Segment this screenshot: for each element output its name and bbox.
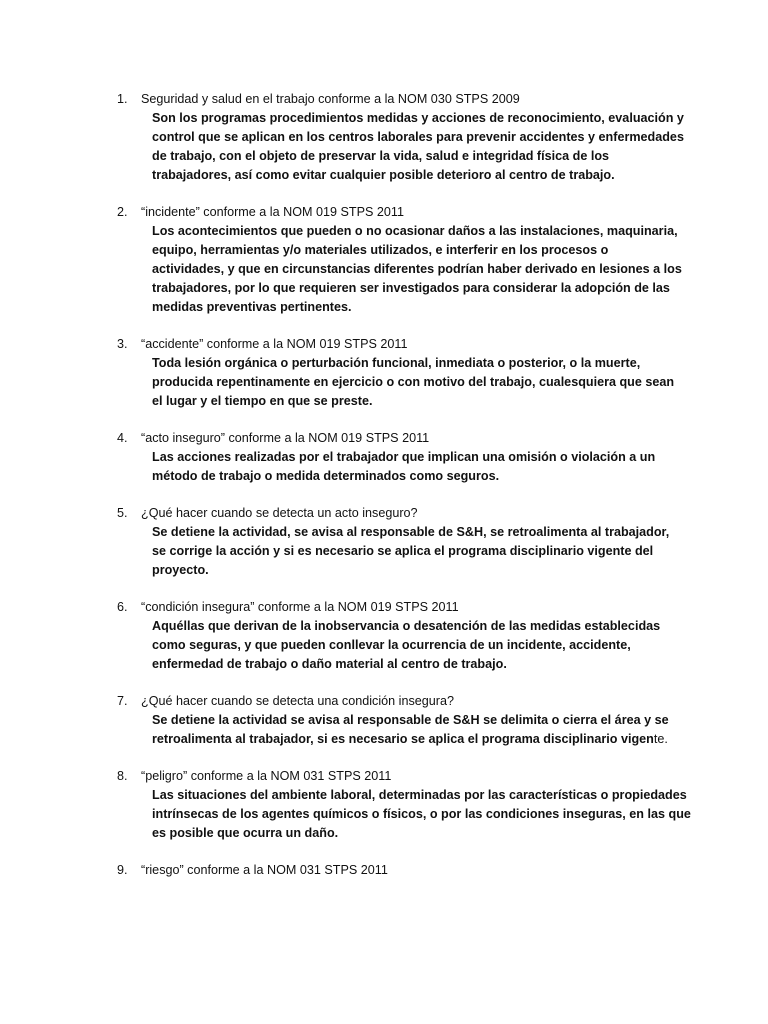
answer-line-text: es posible que ocurra un daño. bbox=[152, 826, 339, 840]
answer-line-text: Son los programas procedimientos medidas y acciones de reconocimiento, evaluación y bbox=[152, 111, 684, 125]
answer-line-text: Las acciones realizadas por el trabajador que implican una omisión o violación a un bbox=[152, 450, 656, 464]
answer-line bbox=[152, 241, 657, 260]
item-number: 3. bbox=[117, 337, 128, 351]
answer-line-text: método de trabajo o medida determinados como seguros. bbox=[152, 469, 500, 483]
answer-line-text: actividades, y que en circunstancias diferentes podrían haber derivado en lesiones a los bbox=[152, 262, 682, 276]
list-item bbox=[117, 429, 657, 486]
answer-line-text: retroalimenta al trabajador, si es necesario se aplica el programa disciplinario vigen bbox=[152, 732, 654, 746]
answer-line-text: Las situaciones del ambiente laboral, determinadas por las características o propiedades bbox=[152, 788, 687, 802]
answer-line-text: equipo, herramientas y/o materiales utilizados, e interferir en los procesos o bbox=[152, 243, 609, 257]
item-number: 5. bbox=[117, 506, 128, 520]
answer-line-text: proyecto. bbox=[152, 563, 209, 577]
list-item bbox=[117, 90, 684, 185]
answer-line-text: Los acontecimientos que pueden o no ocasionar daños a las instalaciones, maquinaria, bbox=[152, 224, 678, 238]
question-heading bbox=[117, 335, 657, 354]
answer-line-text: Aquéllas que derivan de la inobservancia o desatención de las medidas establecidas bbox=[152, 619, 661, 633]
answer-line bbox=[152, 147, 657, 166]
question-text: Seguridad y salud en el trabajo conforme a la NOM 030 STPS 2009 bbox=[141, 92, 520, 106]
question-heading bbox=[117, 767, 657, 786]
question-text: “accidente” conforme a la NOM 019 STPS 2011 bbox=[141, 337, 408, 351]
answer-text bbox=[152, 354, 675, 411]
list-item bbox=[117, 203, 682, 317]
question-heading bbox=[117, 692, 657, 711]
answer-line bbox=[152, 786, 687, 805]
answer-line bbox=[152, 617, 661, 636]
question-text: “riesgo” conforme a la NOM 031 STPS 2011 bbox=[141, 863, 388, 877]
question-heading bbox=[117, 429, 657, 448]
answer-line bbox=[152, 279, 670, 298]
answer-line bbox=[152, 166, 657, 185]
answer-line bbox=[152, 354, 657, 373]
answer-line bbox=[152, 467, 657, 486]
answer-line bbox=[152, 824, 657, 843]
answer-text bbox=[152, 523, 670, 580]
list-item bbox=[117, 692, 669, 749]
question-heading bbox=[117, 861, 657, 880]
answer-line-text: el lugar y el tiempo en que se preste. bbox=[152, 394, 373, 408]
answer-line-text: Se detiene la actividad, se avisa al responsable de S&H, se retroalimenta al trabajador, bbox=[152, 525, 670, 539]
question-heading bbox=[117, 598, 657, 617]
answer-text bbox=[152, 222, 682, 317]
answer-line bbox=[152, 561, 657, 580]
answer-text bbox=[152, 786, 691, 843]
answer-line-text: enfermedad de trabajo o daño material al centro de trabajo. bbox=[152, 657, 507, 671]
answer-tail: te. bbox=[653, 732, 668, 746]
question-text: ¿Qué hacer cuando se detecta una condición insegura? bbox=[141, 694, 454, 708]
answer-line bbox=[152, 222, 678, 241]
answer-line-text: de trabajo, con el objeto de preservar la vida, salud e integridad física de los bbox=[152, 149, 610, 163]
answer-line-text: control que se aplican en los centros laborales para prevenir accidentes y enfermedades bbox=[152, 130, 684, 144]
answer-line-text: trabajadores, por lo que requieren ser investigados para considerar la adopción de las bbox=[152, 281, 670, 295]
question-text: “peligro” conforme a la NOM 031 STPS 2011 bbox=[141, 769, 392, 783]
answer-line-text: se corrige la acción y si es necesario se aplica el programa disciplinario vigente del bbox=[152, 544, 654, 558]
list-item bbox=[117, 767, 691, 843]
answer-line bbox=[152, 448, 657, 467]
answer-line bbox=[152, 298, 657, 317]
question-list bbox=[117, 90, 691, 898]
list-item bbox=[117, 598, 661, 674]
answer-line-text: producida repentinamente en ejercicio o con motivo del trabajo, cualesquiera que sean bbox=[152, 375, 675, 389]
list-item bbox=[117, 335, 675, 411]
answer-line bbox=[152, 542, 657, 561]
answer-line bbox=[152, 109, 684, 128]
answer-line bbox=[152, 128, 684, 147]
item-number: 2. bbox=[117, 205, 128, 219]
item-number: 7. bbox=[117, 694, 128, 708]
answer-line bbox=[152, 373, 675, 392]
question-heading bbox=[117, 203, 657, 222]
answer-text bbox=[152, 617, 661, 674]
answer-line-text: Se detiene la actividad se avisa al responsable de S&H se delimita o cierra el área y se bbox=[152, 713, 669, 727]
question-text: ¿Qué hacer cuando se detecta un acto inseguro? bbox=[141, 506, 418, 520]
answer-line-text: intrínsecas de los agentes químicos o físicos, o por las condiciones inseguras, en las que bbox=[152, 807, 691, 821]
answer-line-text: Toda lesión orgánica o perturbación funcional, inmediata o posterior, o la muerte, bbox=[152, 356, 641, 370]
answer-line bbox=[152, 523, 670, 542]
answer-line bbox=[152, 392, 657, 411]
item-number: 8. bbox=[117, 769, 128, 783]
answer-text bbox=[152, 448, 657, 486]
question-heading bbox=[117, 504, 657, 523]
question-text: “incidente” conforme a la NOM 019 STPS 2011 bbox=[141, 205, 404, 219]
question-text: “acto inseguro” conforme a la NOM 019 STPS 2011 bbox=[141, 431, 430, 445]
answer-line-text: como seguras, y que pueden conllevar la ocurrencia de un incidente, accidente, bbox=[152, 638, 631, 652]
answer-line bbox=[152, 260, 682, 279]
answer-line bbox=[152, 636, 657, 655]
answer-text bbox=[152, 109, 684, 185]
item-number: 4. bbox=[117, 431, 128, 445]
answer-line bbox=[152, 805, 691, 824]
answer-line bbox=[152, 711, 669, 730]
answer-line-text: medidas preventivas pertinentes. bbox=[152, 300, 352, 314]
list-item bbox=[117, 861, 657, 880]
list-item bbox=[117, 504, 670, 580]
answer-line bbox=[152, 730, 668, 749]
answer-line-text: trabajadores, así como evitar cualquier posible deterioro al centro de trabajo. bbox=[152, 168, 615, 182]
question-heading bbox=[117, 90, 657, 109]
item-number: 9. bbox=[117, 863, 128, 877]
answer-text bbox=[152, 711, 669, 749]
item-number: 6. bbox=[117, 600, 128, 614]
answer-line bbox=[152, 655, 657, 674]
item-number: 1. bbox=[117, 92, 128, 106]
question-text: “condición insegura” conforme a la NOM 019 STPS 2011 bbox=[141, 600, 459, 614]
